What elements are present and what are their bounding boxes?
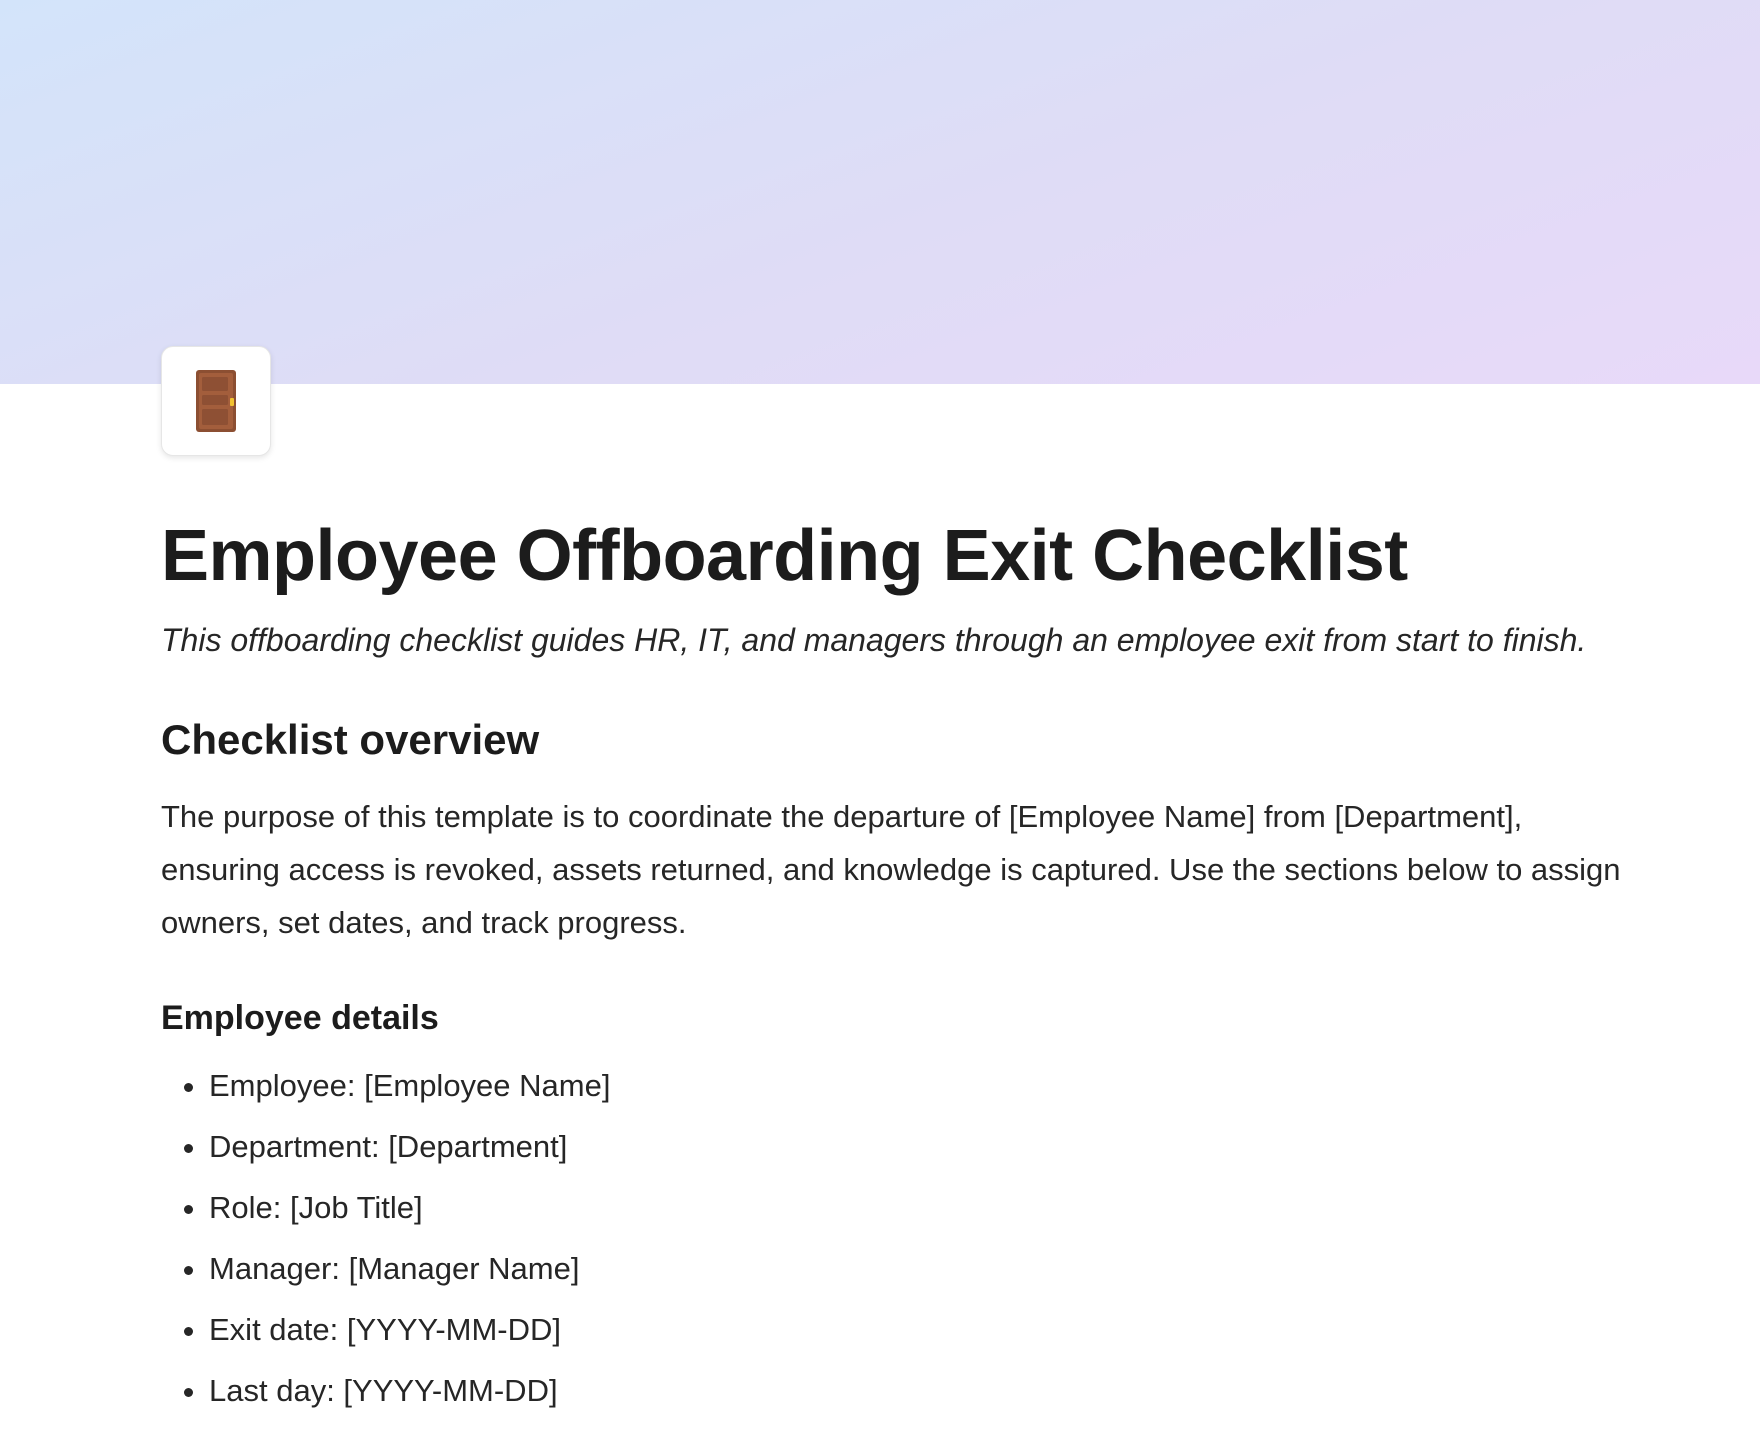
list-item[interactable]: • Manager: [Manager Name]: [209, 1238, 1631, 1299]
page-cover[interactable]: [0, 0, 1760, 384]
list-item[interactable]: • Role: [Job Title]: [209, 1177, 1631, 1238]
employee-details-list: [161, 1055, 1631, 1421]
list-item[interactable]: • Employee: [Employee Name]: [209, 1055, 1631, 1116]
list-item[interactable]: • Department: [Department]: [209, 1116, 1631, 1177]
overview-paragraph[interactable]: The purpose of this template is to coordinate the departure of [Employee Name] from [Department], ensuring access is revoked, assets returned, and knowledge is captured. Use the sections below to assign owners, set dates, and track progress.: [161, 799, 1621, 940]
employee-details-heading[interactable]: Employee details: [161, 999, 439, 1037]
list-item[interactable]: • Last day: [YYYY-MM-DD]: [209, 1360, 1631, 1421]
overview-heading[interactable]: Checklist overview: [161, 716, 540, 763]
list-item[interactable]: • Exit date: [YYYY-MM-DD]: [209, 1299, 1631, 1360]
door-icon: [194, 369, 238, 433]
page-icon-button[interactable]: [161, 346, 271, 456]
page-title[interactable]: Employee Offboarding Exit Checklist: [161, 516, 1408, 596]
page-content: [161, 508, 1631, 1421]
page-subtitle[interactable]: This offboarding checklist guides HR, IT, and managers through an employee exit from start to finish.: [161, 622, 1587, 658]
